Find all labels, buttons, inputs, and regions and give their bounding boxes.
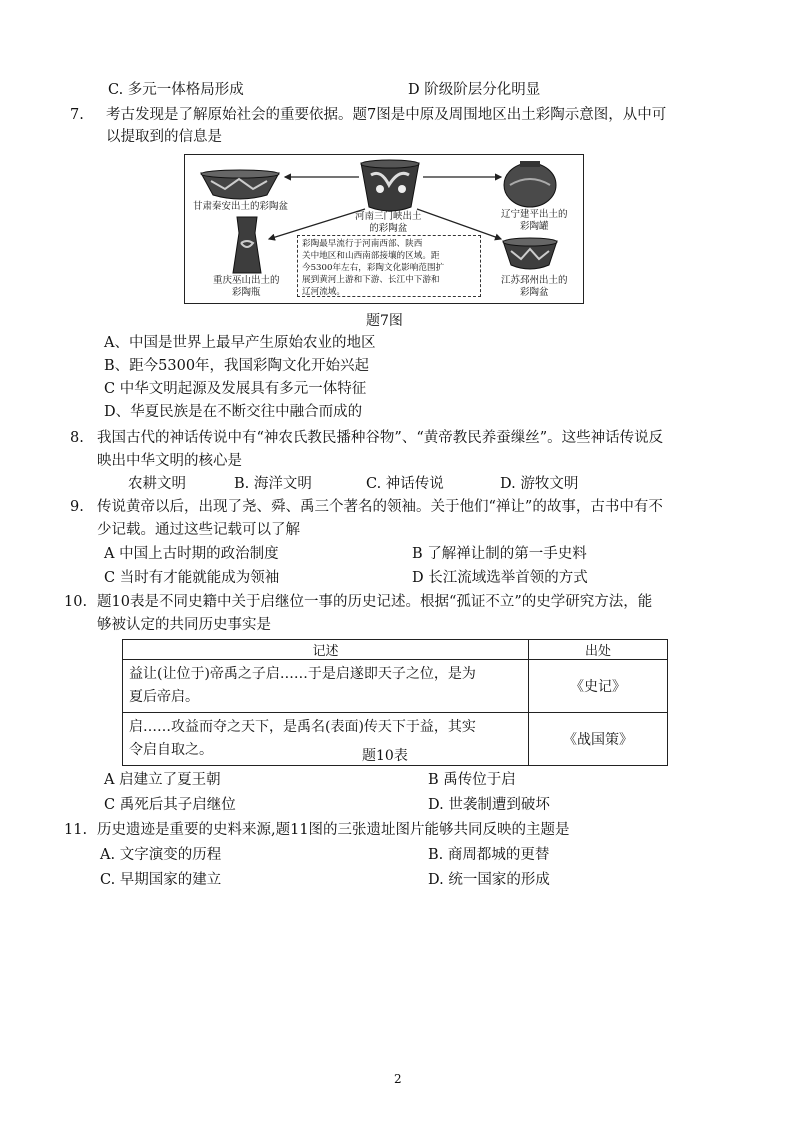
option-a: A 中国上古时期的政治制度 xyxy=(104,546,279,562)
question-number: 8. xyxy=(70,430,84,446)
question-stem: 考古发现是了解原始社会的重要依据。题7图是中原及周围地区出土彩陶示意图，从中可 xyxy=(106,107,667,123)
question-number: 11. xyxy=(64,822,88,838)
table-header-row xyxy=(123,640,668,660)
question-stem: 我国古代的神话传说中有“神农氏教民播种谷物”、“黄帝教民养蚕缫丝”。这些神话传说反 xyxy=(97,430,664,446)
question-stem: 题10表是不同史籍中关于启继位一事的历史记述。根据“孤证不立”的史学研究方法，能 xyxy=(97,594,653,610)
table-row xyxy=(123,660,668,713)
table-cell: 《史记》 xyxy=(529,660,668,713)
question-stem: 少记载。通过这些记载可以了解 xyxy=(97,522,300,538)
option-d: D. 世袭制遭到破坏 xyxy=(428,797,550,813)
henan-basin-image xyxy=(361,160,419,211)
option-d: D. 统一国家的形成 xyxy=(428,872,550,888)
gansu-basin-image xyxy=(201,170,279,199)
question-stem: 映出中华文明的核心是 xyxy=(97,453,242,469)
gansu-label: 甘肃秦安出土的彩陶盆 xyxy=(193,201,289,212)
question-number: 7. xyxy=(70,107,84,123)
option-d: D、华夏民族是在不断交往中融合而成的 xyxy=(104,404,363,420)
table-header: 出处 xyxy=(529,640,668,660)
page-number: 2 xyxy=(394,1072,402,1086)
option-a: A 启建立了夏王朝 xyxy=(104,772,221,788)
option-b: B 禹传位于启 xyxy=(428,772,516,788)
option-b: B. 海洋文明 xyxy=(234,476,312,492)
table-cell: 启……攻益而夺之天下，是禹名(表面)传天下于益，其实 令启自取之。 xyxy=(123,713,529,766)
table-caption: 题10表 xyxy=(362,748,408,764)
question-stem: 传说黄帝以后，出现了尧、舜、禹三个著名的领袖。关于他们“禅让”的故事，古书中有不 xyxy=(97,499,663,515)
option-c: C 中华文明起源及发展具有多元一体特征 xyxy=(104,381,367,397)
option-b: B、距今5300年，我国彩陶文化开始兴起 xyxy=(104,358,370,374)
option-c: C. 神话传说 xyxy=(366,476,444,492)
chongqing-label: 重庆巫山出土的 彩陶瓶 xyxy=(213,275,280,298)
option-d: D 长江流域选举首领的方式 xyxy=(412,570,588,586)
liaoning-label: 辽宁建平出土的 彩陶罐 xyxy=(501,209,568,232)
figure-caption: 题7图 xyxy=(366,313,403,329)
option-c: C. 早期国家的建立 xyxy=(100,872,222,888)
henan-label: 河南三门峡出土 的彩陶盆 xyxy=(355,211,422,234)
question-stem: 以提取到的信息是 xyxy=(106,129,222,145)
question-stem: 够被认定的共同历史事实是 xyxy=(97,617,271,633)
question-stem: 历史遗迹是重要的史料来源,题11图的三张遗址图片能够共同反映的主题是 xyxy=(97,822,570,838)
option-c: C 当时有才能就能成为领袖 xyxy=(104,570,280,586)
option-b: B 了解禅让制的第一手史料 xyxy=(412,546,587,562)
option-d: D. 游牧文明 xyxy=(500,476,579,492)
option-a: 农耕文明 xyxy=(128,476,186,492)
liaoning-jar-image xyxy=(504,161,556,207)
chongqing-bottle-image xyxy=(233,217,261,273)
jiangsu-basin-image xyxy=(503,238,557,269)
table-cell: 《战国策》 xyxy=(529,713,668,766)
figure-note-box: 彩陶最早流行于河南西部、陕西 关中地区和山西南部接壤的区域。距 今5300年左右，彩陶文化影响范围扩 展到黄河上游和下游、长江中下游和 辽河流域。 xyxy=(297,235,481,297)
question-number: 9. xyxy=(70,499,84,515)
jiangsu-label: 江苏邳州出土的 彩陶盆 xyxy=(501,275,568,298)
option-c: C 禹死后其子启继位 xyxy=(104,797,236,813)
option-c: C. 多元一体格局形成 xyxy=(108,82,244,98)
option-a: A、中国是世界上最早产生原始农业的地区 xyxy=(104,335,376,351)
option-d: D 阶级阶层分化明显 xyxy=(408,82,541,98)
pottery-figure xyxy=(184,154,584,304)
option-a: A. 文字演变的历程 xyxy=(100,847,222,863)
table-header: 记述 xyxy=(123,640,529,660)
option-b: B. 商周都城的更替 xyxy=(428,847,550,863)
question-number: 10. xyxy=(64,594,88,610)
table-cell: 益让(让位于)帝禹之子启……于是启遂即天子之位，是为 夏后帝启。 xyxy=(123,660,529,713)
